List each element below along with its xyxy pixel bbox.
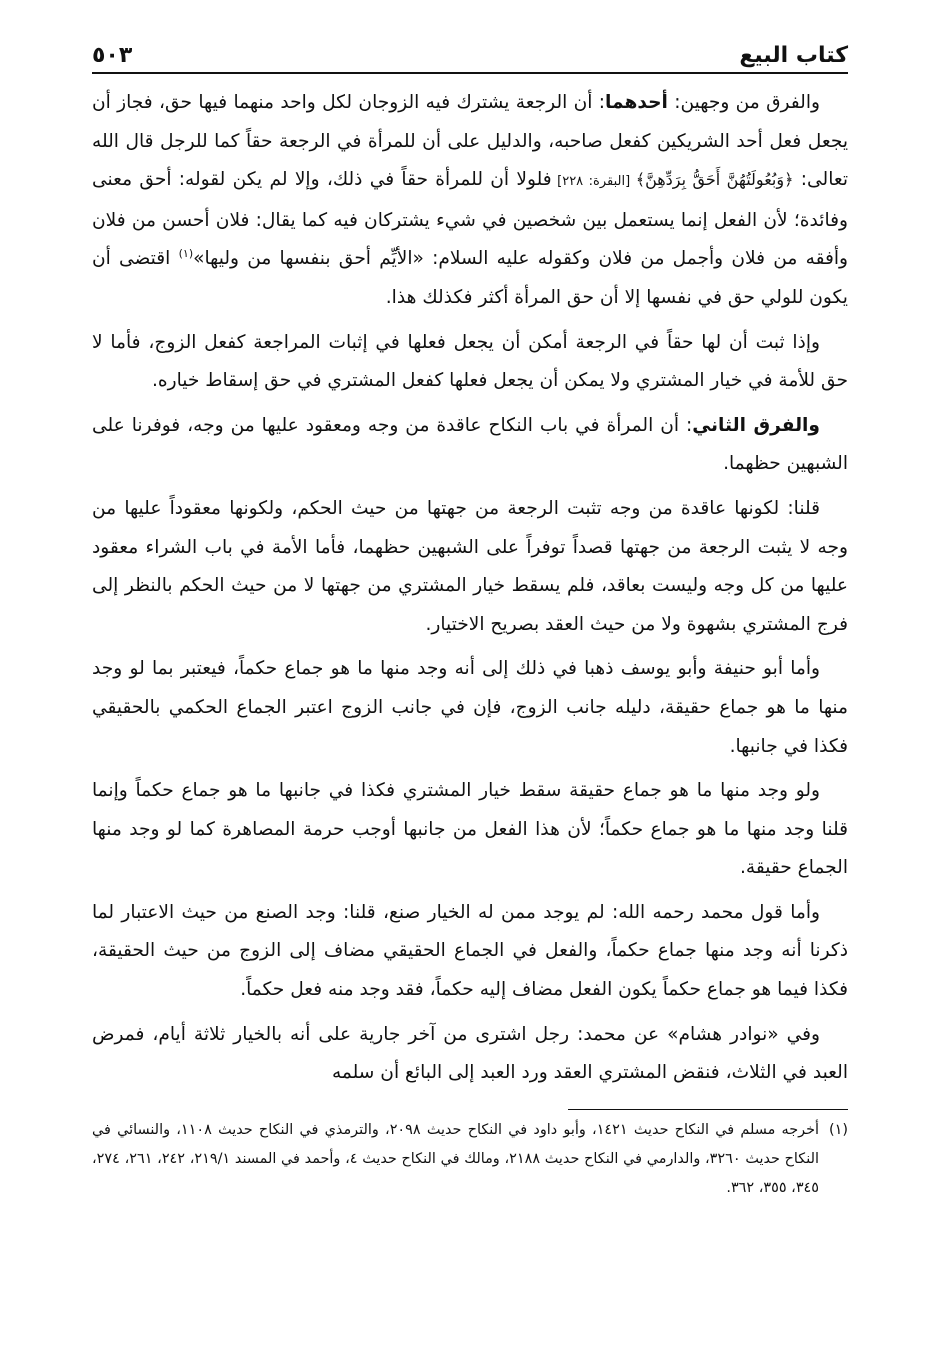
paragraph-2: وإذا ثبت أن لها حقاً في الرجعة أمكن أن يجعل فعلها في إثبات المراجعة كفعل الزوج، فأما لا حق للأمة في خيار المشتري ولا يمكن أن يجعل فعلها كفعل المشتري في حق إسقاط خياره. <box>92 331 848 392</box>
footnote-text: أخرجه مسلم في النكاح حديث ١٤٢١، وأبو داود في النكاح حديث ٢٠٩٨، والترمذي في النكاح حديث ١١٠٨، والنسائي في النكاح حديث ٣٢٦٠، والدارمي في النكاح حديث ٢١٨٨، ومالك في النكاح حديث ٤، وأحمد في المسند ٢١٩/١، ٢٤٢، ٢٦١، ٢٧٤، ٣٤٥، ٣٥٥، ٣٦٢. <box>92 1121 820 1196</box>
paragraph-4: قلنا: لكونها عاقدة من وجه تثبت الرجعة من جهتها من حيث الحكم، ولكونها معقوداً عليها من وجه لا يثبت الرجعة من جهتها قصداً توفراً على الشبهين حظهما، فأما الأمة في باب الشراء معقود عليها من كل وجه وليست بعاقد، فلم يسقط خيار المشتري من جهتها لا من حيث الحكم بالنظر إلى فرج المشتري بشهوة ولا من حيث العقد بصريح الاختيار. <box>92 497 848 635</box>
paragraph-1-text-b: فلولا أن للمرأة حقاً في ذلك، وإلا لم يكن لقوله: أحق معنى وفائدة؛ لأن الفعل إنما يستعمل بين شخصين في شيء يشتركان فيه كما يقال: فلان أحسن من فلان وأفقه من فلان وأجمل من فلان وكقوله عليه السلام: «الأيِّم أحق بنفسها من وليها» <box>92 169 849 270</box>
page-header <box>92 30 848 68</box>
footnote-number: (١) <box>829 1121 848 1138</box>
main-text <box>92 84 848 1093</box>
paragraph-3 <box>92 407 848 484</box>
paragraph-1 <box>92 84 848 318</box>
paragraph-7: وأما قول محمد رحمه الله: لم يوجد ممن له الخيار صنع، قلنا: وجد الصنع من حيث الاعتبار لما ذكرنا أنه وجد منها جماع حكماً، والفعل في الجماع الحقيقي مضاف إلى الزوج من حيث الحقيقة، فكذا فيما هو جماع حكماً يكون الفعل مضاف إليه حكماً، فقد وجد منه فعل حكماً. <box>92 901 848 1001</box>
quran-citation: [البقرة: ٢٢٨] <box>551 174 636 190</box>
paragraph-1-heading: أحدهما <box>605 92 668 113</box>
footnote-reference[interactable]: (١) <box>178 247 194 261</box>
paragraph-8: وفي «نوادر هشام» عن محمد: رجل اشترى من آخر جارية على أنه بالخيار ثلاثة أيام، فمرض العبد في الثلاث، فنقض المشتري العقد ورد العبد إلى البائع أن سلمه <box>92 1023 848 1084</box>
book-page <box>92 30 848 1325</box>
paragraph-1-text-c: اقتضى أن يكون للولي حق في نفسها إلا أن حق المرأة أكثر فكذلك هذا. <box>92 248 848 308</box>
page-number: ٥٠٣ <box>92 43 133 68</box>
footnote-1 <box>92 1116 848 1203</box>
paragraph-1-text-a: : أن الرجعة يشترك فيه الزوجان لكل واحد منهما فيها حق، فجاز أن يجعل فعل أحد الشريكين كفعل صاحبه، والدليل على أن للمرأة في الرجعة حقاً كما للرجل قال الله تعالى: <box>92 92 849 191</box>
header-rule <box>92 72 848 74</box>
paragraph-5: وأما أبو حنيفة وأبو يوسف ذهبا في ذلك إلى أنه وجد منها ما هو جماع حكماً، فيعتبر بما لو وجد منها ما هو جماع حقيقة، دليله جانب الزوج، فإن في جانب الزوج اعتبر الجماع الحكمي بالحقيقي فكذا في جانبها. <box>92 658 848 757</box>
paragraph-3-heading: والفرق الثاني <box>692 414 820 436</box>
quran-verse: ﴿وَبُعُولَتُهُنَّ أَحَقُّ بِرَدِّهِنَّ﴾ <box>635 170 794 190</box>
footnote-rule <box>568 1109 848 1110</box>
paragraph-3-text: : أن المرأة في باب النكاح عاقدة من وجه ومعقود عليها من وجه، فوفرنا على الشبهين حظهما. <box>92 414 848 475</box>
running-title: كتاب البيع <box>739 43 848 68</box>
paragraph-1-intro: والفرق من وجهين: <box>667 92 820 113</box>
paragraph-6: ولو وجد منها ما هو جماع حقيقة سقط خيار المشتري فكذا في جانبها ما هو جماع حكماً وإنما قلنا وجد منها ما هو جماع حكماً؛ لأن هذا الفعل من جانبها أوجب حرمة المصاهرة كما لو وجد منها الجماع حقيقة. <box>92 780 848 879</box>
